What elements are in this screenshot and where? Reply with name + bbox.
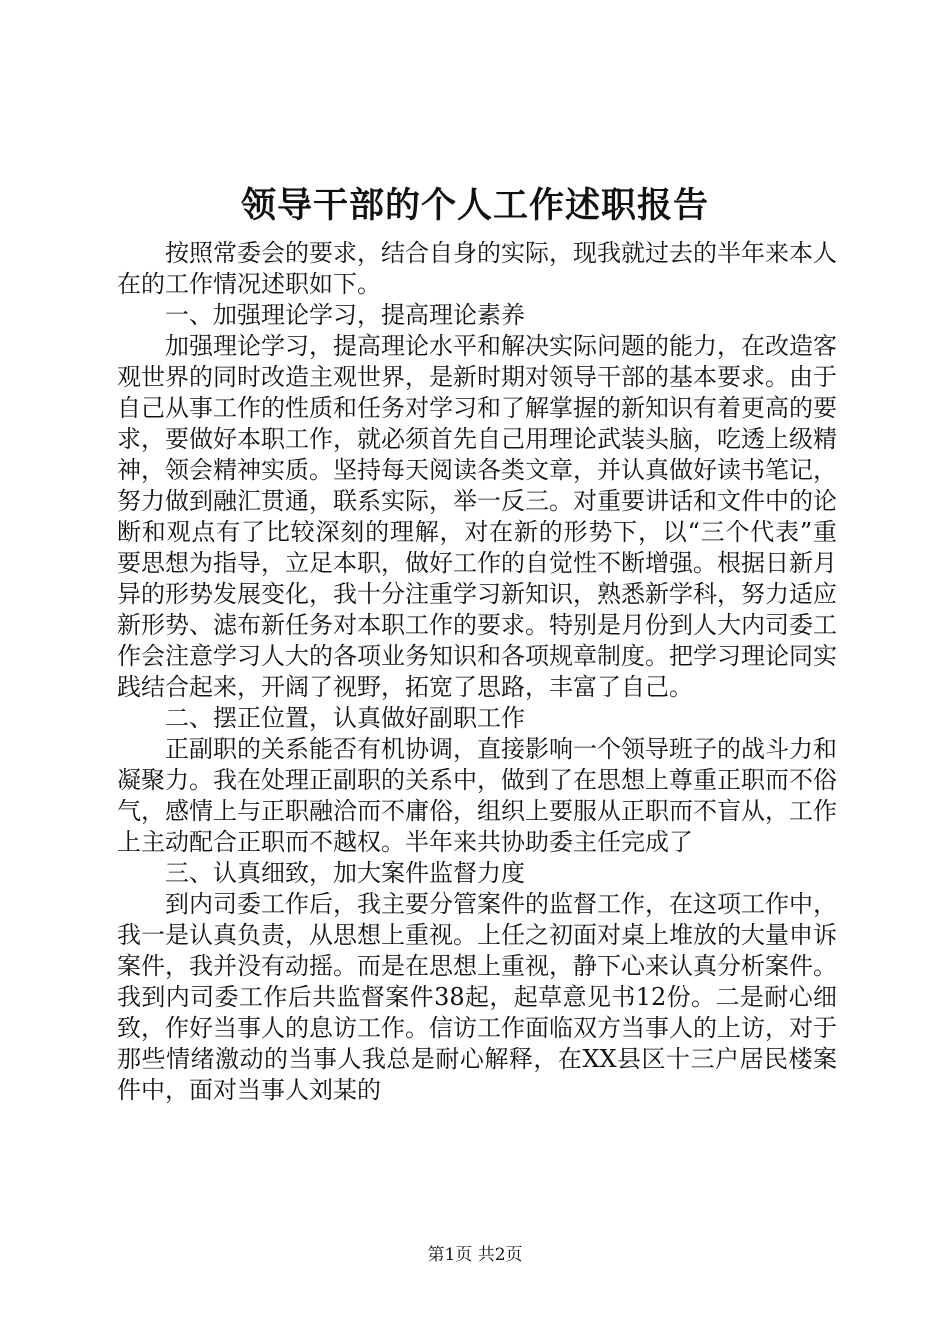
section-2-paragraph: 正副职的关系能否有机协调，直接影响一个领导班子的战斗力和凝聚力。我在处理正副职的关系中，做到了在思想上尊重正职而不俗气，感情上与正职融洽而不庸俗，组织上要服从正职而不盲从，工作上主动配合正职而不越权。半年来共协助委主任完成了 bbox=[117, 735, 837, 856]
section-1-paragraph: 加强理论学习，提高理论水平和解决实际问题的能力，在改造客观世界的同时改造主观世界，是新时期对领导干部的基本要求。由于自己从事工作的性质和任务对学习和了解掌握的新知识有着更高的要求，要做好本职工作，就必须首先自己用理论武装头脑，吃透上级精神，领会精神实质。坚持每天阅读各类文章，并认真做好读书笔记，努力做到融汇贯通，联系实际，举一反三。对重要讲话和文件中的论断和观点有了比较深刻的理解，对在新的形势下，以“三个代表”重要思想为指导，立足本职，做好工作的自觉性不断增强。根据日新月异的形势发展变化，我十分注重学习新知识，熟悉新学科，努力适应新形势、滤布新任务对本职工作的要求。特别是月份到人大内司委工作会注意学习人大的各项业务知识和各项规章制度。把学习理论同实践结合起来，开阔了视野，拓宽了思路，丰富了自己。 bbox=[117, 332, 837, 701]
section-3-paragraph: 到内司委工作后，我主要分管案件的监督工作，在这项工作中，我一是认真负责，从思想上重视。上任之初面对桌上堆放的大量申诉案件，我并没有动摇。而是在思想上重视，静下心来认真分析案件。我到内司委工作后共监督案件38起，起草意见书12份。二是耐心细致，作好当事人的息访工作。信访工作面临双方当事人的上访，对于那些情绪激动的当事人我总是耐心解释，在XX县区十三户居民楼案件中，面对当事人刘某的 bbox=[117, 890, 837, 1104]
page-number: 第1页 共2页 bbox=[427, 1245, 523, 1265]
section-heading-3: 三、认真细致，加大案件监督力度 bbox=[165, 859, 525, 887]
document-body bbox=[117, 238, 837, 1106]
intro-paragraph: 按照常委会的要求，结合自身的实际，现我就过去的半年来本人在的工作情况述职如下。 bbox=[117, 239, 837, 298]
section-heading-1: 一、加强理论学习，提高理论素养 bbox=[165, 301, 525, 329]
section-heading-2: 二、摆正位置，认真做好副职工作 bbox=[165, 704, 525, 732]
document-title: 领导干部的个人工作述职报告 bbox=[240, 185, 709, 226]
